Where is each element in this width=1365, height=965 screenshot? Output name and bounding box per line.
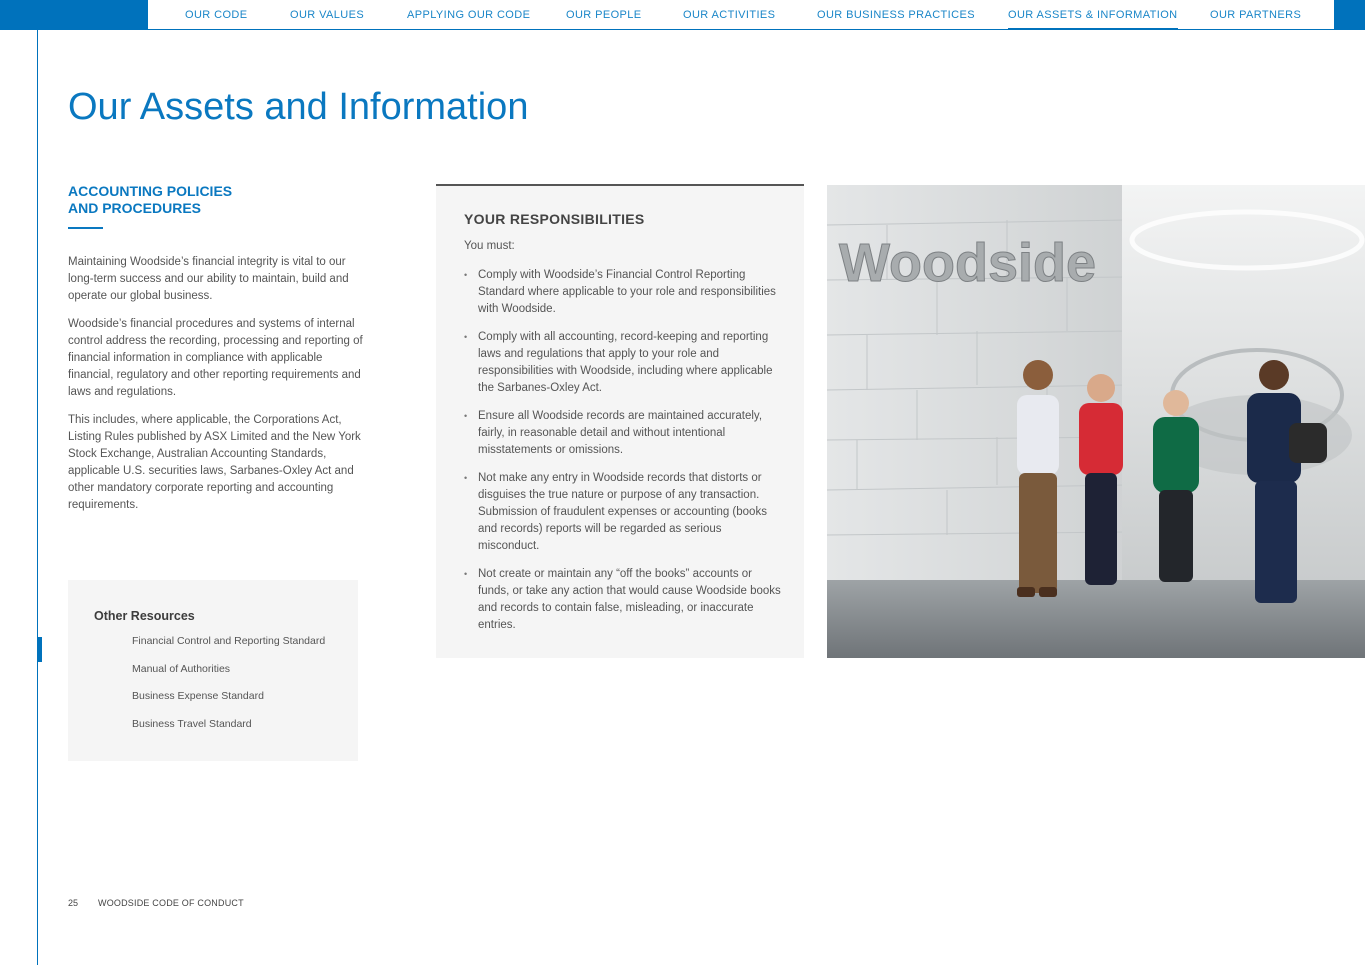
footer-page-number: 25 xyxy=(68,898,79,908)
nav-item-our-business-practices[interactable]: OUR BUSINESS PRACTICES xyxy=(817,9,975,21)
responsibilities-list xyxy=(464,267,782,645)
nav-item-applying-our-code[interactable]: APPLYING OUR CODE xyxy=(407,9,531,21)
person-3 xyxy=(1153,390,1199,582)
responsibility-item: • Comply with all accounting, record-keeping and reporting laws and regulations that apply to your role and responsibilities with Woodside, including where applicable the Sarbanes-Oxley Act. xyxy=(464,329,782,397)
nav-item-our-people[interactable]: OUR PEOPLE xyxy=(566,9,642,21)
section-heading xyxy=(68,183,328,217)
resource-link-manual-of-authorities[interactable]: Manual of Authorities xyxy=(132,663,231,675)
top-navigation xyxy=(148,0,1334,30)
responsibility-item: • Comply with Woodside’s Financial Control Reporting Standard where applicable to your role and responsibilities with Woodside. xyxy=(464,267,782,318)
lobby-photo xyxy=(827,185,1365,658)
responsibility-item: • Not create or maintain any “off the books” accounts or funds, or take any action that would cause Woodside books and records to contain false, misleading, or inaccurate entries. xyxy=(464,566,782,634)
woodside-sign-text: Woodside xyxy=(839,233,1097,293)
section-heading-line2: AND PROCEDURES xyxy=(68,200,202,216)
responsibilities-box xyxy=(436,184,804,658)
intro-paragraph-2: Woodside’s financial procedures and systems of internal control address the recording, processing and reporting of financial information in compliance with applicable financial, regulatory and other reporting requirements and laws and regulations. xyxy=(68,318,363,398)
nav-item-our-assets-information[interactable]: OUR ASSETS & INFORMATION xyxy=(1008,9,1178,21)
nav-item-our-partners[interactable]: OUR PARTNERS xyxy=(1210,9,1302,21)
section-heading-line1: ACCOUNTING POLICIES xyxy=(68,183,233,199)
responsibilities-lead: You must: xyxy=(464,240,515,252)
intro-paragraph-3: This includes, where applicable, the Corporations Act, Listing Rules published by ASX Limited and the New York Stock Exchange, Australian Accounting Standards, applicable U.S. securities laws, Sarbanes-Oxley Act and other mandatory corporate reporting and accounting requirements. xyxy=(68,414,361,511)
resource-link-financial-control[interactable]: Financial Control and Reporting Standard xyxy=(132,635,326,647)
other-resources-title: Other Resources xyxy=(94,609,195,623)
responsibility-item: • Not make any entry in Woodside records that distorts or disguises the true nature or purpose of any transaction. Submission of fraudulent expenses or accounting (books and records) reports will be regarded as serious misconduct. xyxy=(464,470,782,555)
nav-item-our-values[interactable]: OUR VALUES xyxy=(290,9,365,21)
left-page-tab xyxy=(37,637,42,662)
lobby-photo-illustration xyxy=(827,185,1365,658)
other-resources-box xyxy=(68,580,358,761)
page-title: Our Assets and Information xyxy=(68,86,529,128)
top-right-brand-block xyxy=(1334,0,1365,30)
resource-link-business-expense[interactable]: Business Expense Standard xyxy=(132,690,264,702)
footer-document-title: WOODSIDE CODE OF CONDUCT xyxy=(98,898,244,908)
responsibilities-title: YOUR RESPONSIBILITIES xyxy=(464,211,645,227)
responsibility-item: • Ensure all Woodside records are maintained accurately, fairly, in reasonable detail and without intentional misstatements or omissions. xyxy=(464,408,782,459)
resource-link-business-travel[interactable]: Business Travel Standard xyxy=(132,718,252,730)
top-left-brand-block xyxy=(0,0,148,30)
nav-item-our-code[interactable]: OUR CODE xyxy=(185,9,248,21)
heading-underline xyxy=(68,227,103,229)
intro-paragraph-1: Maintaining Woodside’s financial integrity is vital to our long-term success and our ability to maintain, build and operate our global business. xyxy=(68,256,349,302)
intro-text xyxy=(68,254,363,525)
person-2 xyxy=(1079,374,1123,585)
left-margin-rule xyxy=(37,30,38,965)
nav-item-our-activities[interactable]: OUR ACTIVITIES xyxy=(683,9,776,21)
